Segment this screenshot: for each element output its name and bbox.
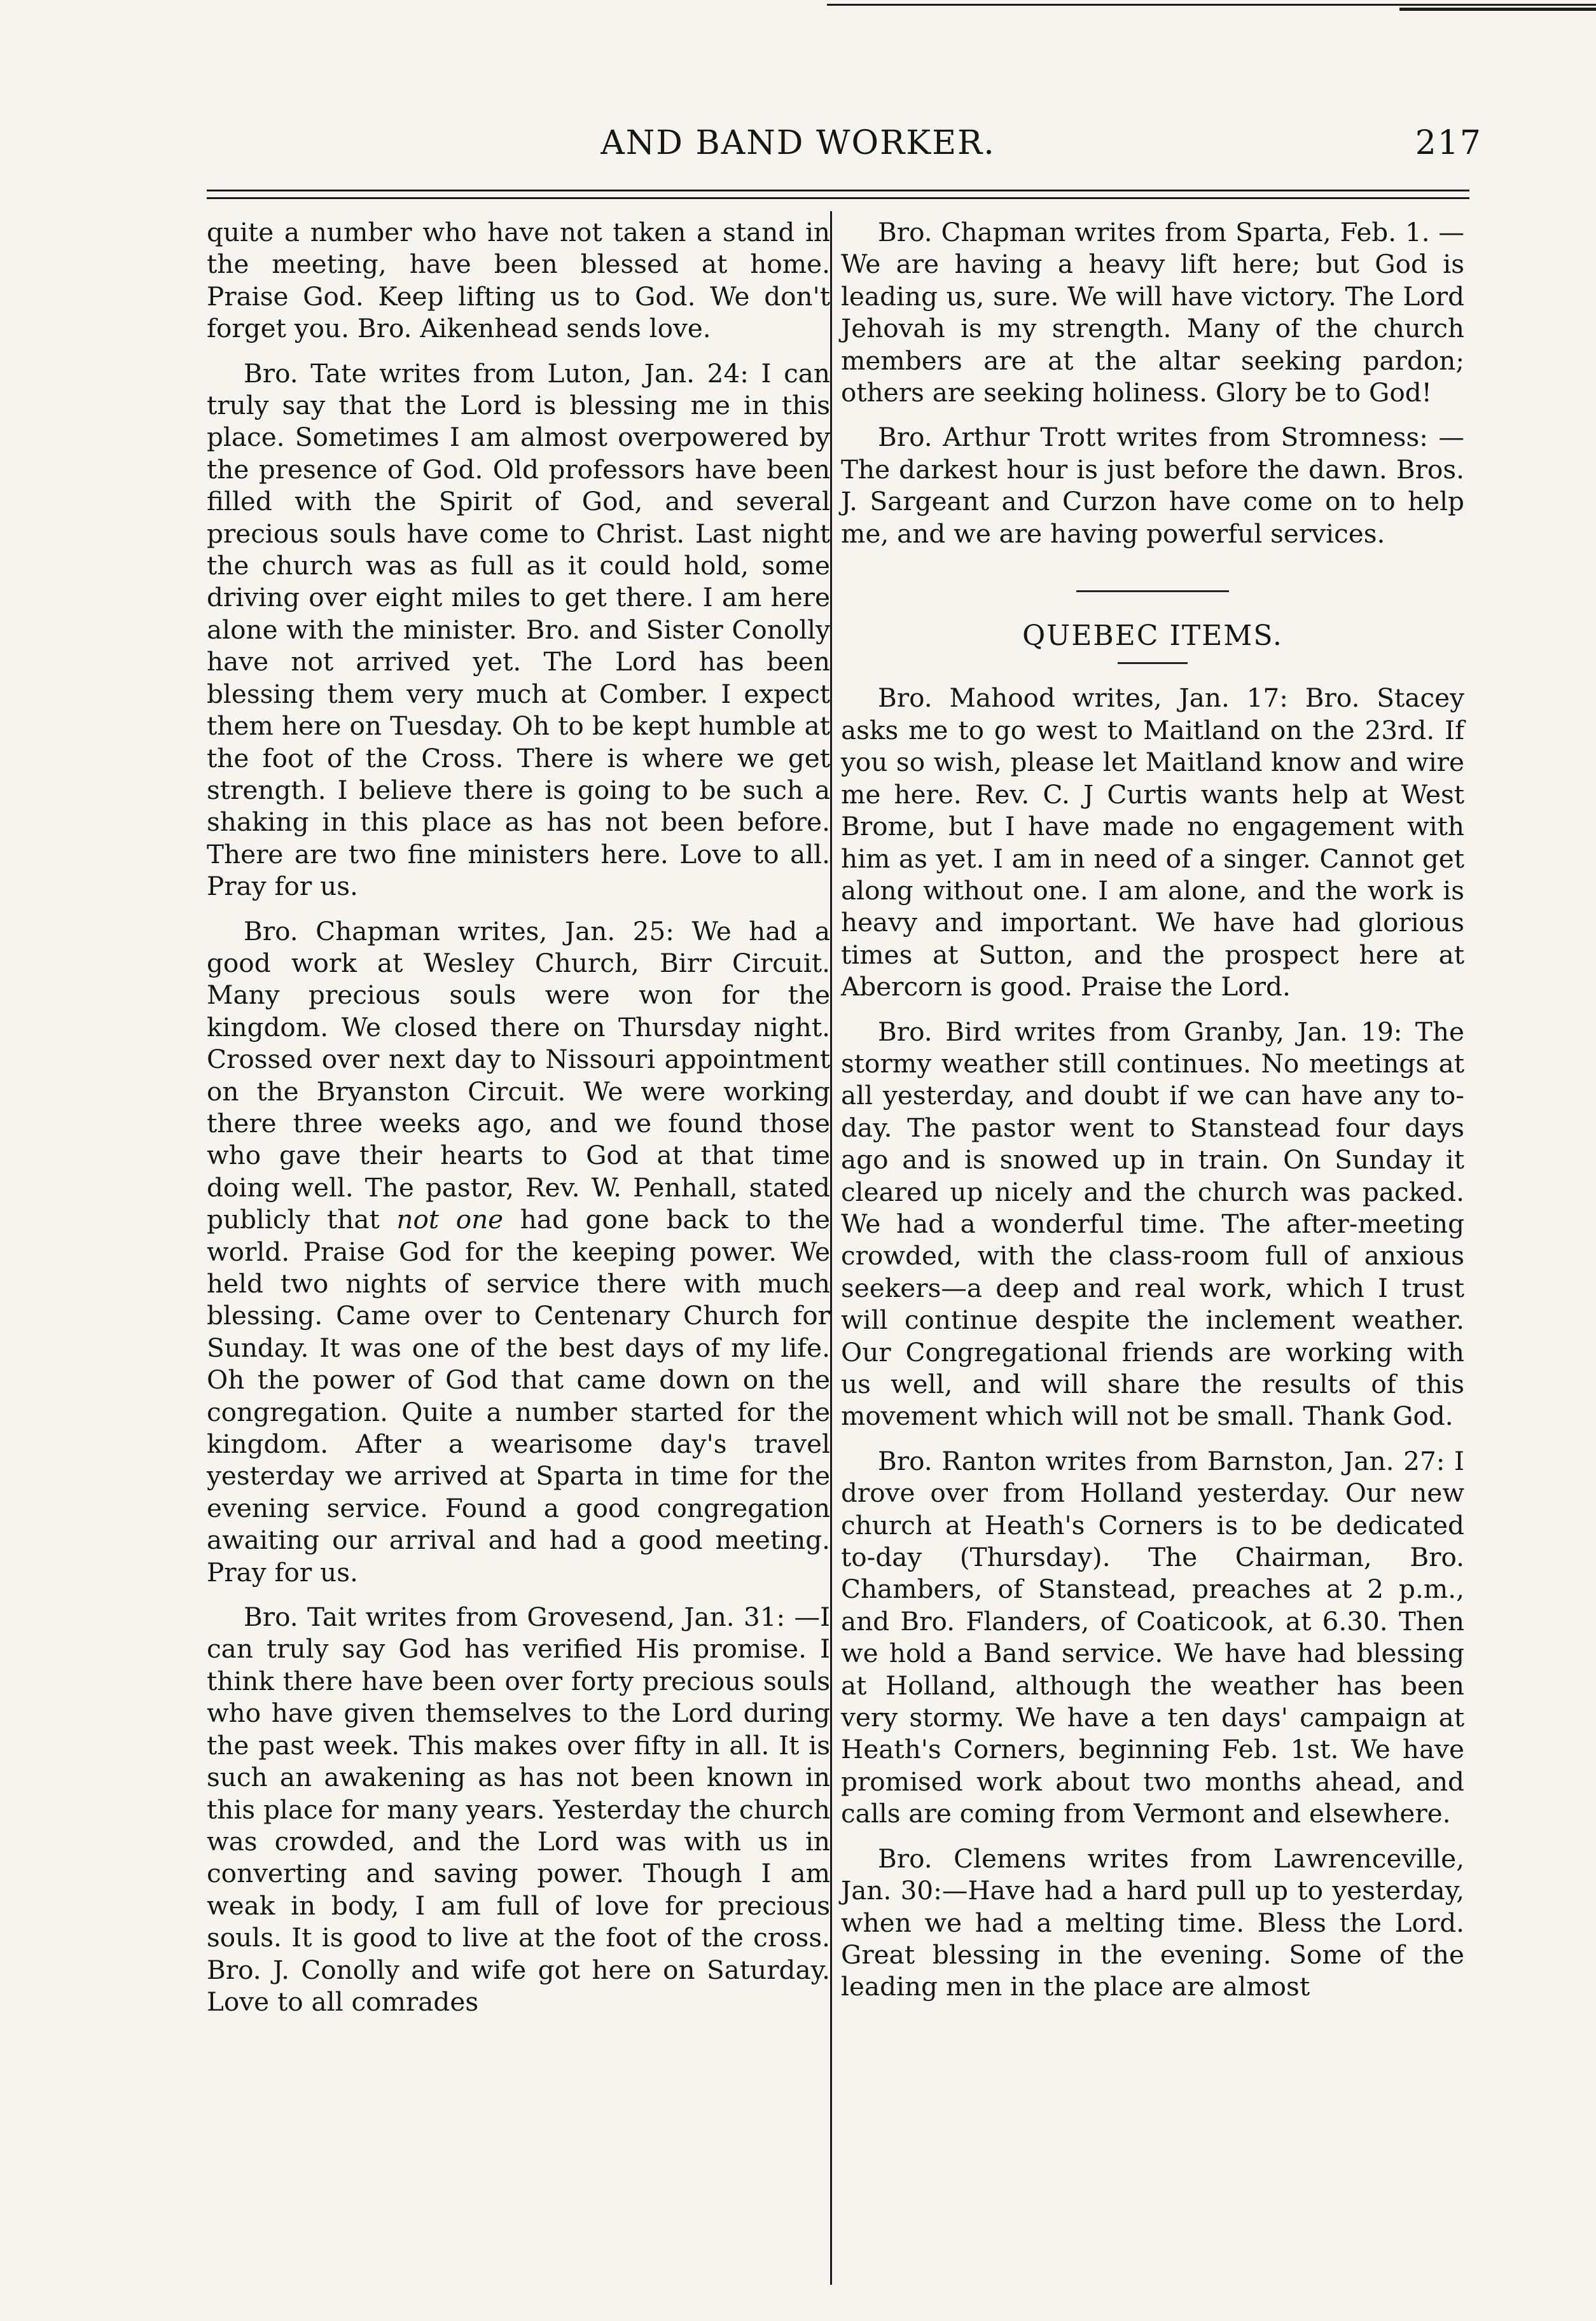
chapman-text-before: Bro. Chapman writes, Jan. 25: We had a good work at Wesley Church, Birr Circuit. Many precious souls were won for the kingdom. We closed there on Thursday night. Crossed over next day to Nissouri appointment on the Bryanston Circuit. We were working there three weeks ago, and we found those who gave their hearts to God at that time doing well. The pastor, Rev. W. Penhall, stated publicly that [207, 915, 830, 1235]
section-separator [1076, 590, 1229, 592]
right-column [841, 216, 1464, 2003]
article-trott-stromness: Bro. Arthur Trott writes from Stromness: —The darkest hour is just before the dawn. Bros. J. Sargeant and Curzon have come on to help me, and we are having powerful services. [841, 422, 1464, 549]
header-rule-bottom [207, 197, 1469, 199]
top-border-rule [827, 4, 1596, 6]
top-border-rule-thick [1399, 8, 1596, 11]
section-title-underline [1118, 662, 1188, 664]
article-bird-granby: Bro. Bird writes from Granby, Jan. 19: The stormy weather still continues. No meetings at all yesterday, and doubt if we can have any to-day. The pastor went to Stanstead four days ago and is snowed up in train. On Sunday it cleared up nicely and the church was packed. We had a wonderful time. The after-meeting crowded, with the class-room full of anxious seekers—a deep and real work, which I trust will continue despite the inclement weather. Our Congregational friends are working with us well, and will share the results of this movement which will not be small. Thank God. [841, 1016, 1464, 1432]
chapman-emphasis: not one [396, 1204, 504, 1235]
column-divider [830, 211, 832, 2285]
article-mahood: Bro. Mahood writes, Jan. 17: Bro. Stacey asks me to go west to Maitland on the 23rd. If you so wish, please let Maitland know and wire me here. Rev. C. J Curtis wants help at West Brome, but I have made no engagement with him as yet. I am in need of a singer. Cannot get along without one. I am alone, and the work is heavy and important. We have had glorious times at Sutton, and the prospect here at Abercorn is good. Praise the Lord. [841, 682, 1464, 1002]
running-title: AND BAND WORKER. [600, 124, 996, 162]
chapman-text-after: had gone back to the world. Praise God for the keeping power. We held two nights of service there with much blessing. Came over to Centenary Church for Sunday. It was one of the best days of my life. Oh the power of God that came down on the congregation. Quite a number started for the kingdom. After a wearisome day's travel yesterday we arrived at Sparta in time for the evening service. Found a good congregation awaiting our arrival and had a good meeting. Pray for us. [207, 1204, 830, 1588]
article-ranton-barnston: Bro. Ranton writes from Barnston, Jan. 27: I drove over from Holland yesterday. Our new church at Heath's Corners is to be dedicated to-day (Thursday). The Chairman, Bro. Chambers, of Stanstead, preaches at 2 p.m., and Bro. Flanders, of Coaticook, at 6.30. Then we hold a Band service. We have had blessing at Holland, although the weather has been very stormy. We have a ten days' campaign at Heath's Corners, beginning Feb. 1st. We have promised work about two months ahead, and calls are coming from Vermont and elsewhere. [841, 1445, 1464, 1829]
article-clemens-lawrenceville: Bro. Clemens writes from Lawrenceville, Jan. 30:—Have had a hard pull up to yesterday, when we had a melting time. Bless the Lord. Great blessing in the evening. Some of the leading men in the place are almost [841, 1843, 1464, 2002]
article-chapman-sparta: Bro. Chapman writes from Sparta, Feb. 1. —We are having a heavy lift here; but God is leading us, sure. We will have victory. The Lord Jehovah is my strength. Many of the church members are at the altar seeking pardon; others are seeking holiness. Glory be to God! [841, 217, 1464, 408]
article-tait-grovesend: Bro. Tait writes from Grovesend, Jan. 31: —I can truly say God has verified His promise. I think there have been over forty precious souls who have given themselves to the Lord during the past week. This makes over fifty in all. It is such an awakening as has not been known in this place for many years. Yesterday the church was crowded, and the Lord was with us in converting and saving power. Though I am weak in body, I am full of love for precious souls. It is good to live at the foot of the cross. Bro. J. Conolly and wife got here on Saturday. Love to all comrades [207, 1602, 830, 2017]
header-rule-top [207, 190, 1469, 191]
article-chapman-birr [207, 915, 830, 1589]
left-column [207, 216, 830, 2018]
article-aikenhead-continued: quite a number who have not taken a stand in the meeting, have been blessed at home. Praise God. Keep lifting us to God. We don't forget you. Bro. Aikenhead sends love. [207, 217, 830, 344]
section-title-quebec: QUEBEC ITEMS. [1022, 620, 1283, 653]
page-number: 217 [1415, 124, 1482, 162]
article-tate-luton: Bro. Tate writes from Luton, Jan. 24: I can truly say that the Lord is blessing me in this place. Sometimes I am almost overpowered by the presence of God. Old professors have been filled with the Spirit of God, and several precious souls have come to Christ. Last night the church was as full as it could hold, some driving over eight miles to get there. I am here alone with the minister. Bro. and Sister Conolly have not arrived yet. The Lord has been blessing them very much at Comber. I expect them here on Tuesday. Oh to be kept humble at the foot of the Cross. There is where we get strength. I believe there is going to be such a shaking in this place as has not been before. There are two fine ministers here. Love to all. Pray for us. [207, 357, 830, 902]
